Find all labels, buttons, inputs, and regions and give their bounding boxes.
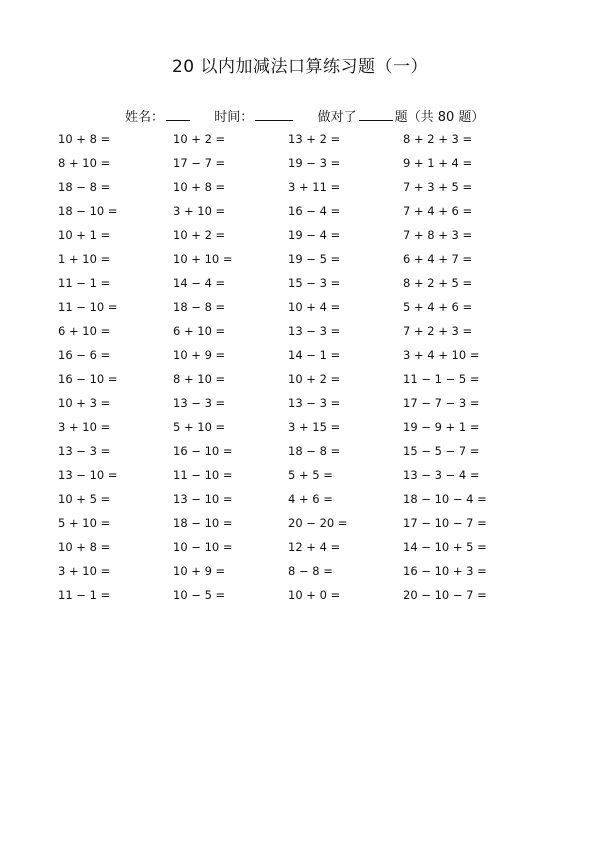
problem-row — [58, 299, 558, 323]
correct-label: 做对了 — [317, 110, 357, 125]
problem-row — [58, 419, 558, 443]
problem: 7 + 2 + 3 = — [403, 324, 473, 338]
problem: 10 + 1 = — [58, 228, 111, 242]
problem: 10 − 10 = — [173, 540, 233, 554]
problem: 16 − 4 = — [288, 204, 341, 218]
problem: 19 − 3 = — [288, 156, 341, 170]
problem: 4 + 6 = — [288, 492, 333, 506]
time-label: 时间： — [214, 110, 254, 125]
problem-row — [58, 323, 558, 347]
problem: 10 + 9 = — [173, 348, 226, 362]
problem: 18 − 8 = — [58, 180, 111, 194]
problem: 5 + 10 = — [173, 420, 226, 434]
problem: 5 + 10 = — [58, 516, 111, 530]
worksheet-title: 20 以内加减法口算练习题（一） — [171, 57, 429, 77]
problem-row — [58, 251, 558, 275]
problem: 3 + 15 = — [288, 420, 341, 434]
problem: 11 − 10 = — [58, 300, 118, 314]
problem: 18 − 10 = — [58, 204, 118, 218]
problem: 10 + 3 = — [58, 396, 111, 410]
problem: 7 + 4 + 6 = — [403, 204, 473, 218]
problem-row — [58, 275, 558, 299]
problem: 13 − 3 = — [288, 324, 341, 338]
problem: 3 + 4 + 10 = — [403, 348, 480, 362]
problem: 11 − 1 − 5 = — [403, 372, 480, 386]
problem: 9 + 1 + 4 = — [403, 156, 473, 170]
problem: 3 + 10 = — [58, 564, 111, 578]
problem: 10 + 8 = — [58, 132, 111, 146]
problem-row — [58, 515, 558, 539]
problem-row — [58, 371, 558, 395]
problem-row — [58, 131, 558, 155]
problem: 15 − 5 − 7 = — [403, 444, 480, 458]
problem: 10 + 9 = — [173, 564, 226, 578]
problem: 11 − 10 = — [173, 468, 233, 482]
problem: 8 + 10 = — [173, 372, 226, 386]
problem: 10 + 0 = — [288, 588, 341, 602]
problem: 16 − 6 = — [58, 348, 111, 362]
problem: 1 + 10 = — [58, 252, 111, 266]
problem: 10 + 5 = — [58, 492, 111, 506]
problem: 7 + 3 + 5 = — [403, 180, 473, 194]
problem: 15 − 3 = — [288, 276, 341, 290]
problem: 8 + 2 + 5 = — [403, 276, 473, 290]
problem-row — [58, 563, 558, 587]
problem: 3 + 10 = — [58, 420, 111, 434]
problem: 13 − 10 = — [173, 492, 233, 506]
problem-row — [58, 347, 558, 371]
problem-row — [58, 227, 558, 251]
time-blank — [255, 108, 293, 121]
problem: 7 + 8 + 3 = — [403, 228, 473, 242]
problem: 12 + 4 = — [288, 540, 341, 554]
problem: 13 − 3 = — [173, 396, 226, 410]
problem: 6 + 4 + 7 = — [403, 252, 473, 266]
problem-grid — [58, 131, 558, 611]
problem: 16 − 10 = — [173, 444, 233, 458]
problem: 5 + 5 = — [288, 468, 333, 482]
problem: 10 + 2 = — [173, 132, 226, 146]
problem-row — [58, 203, 558, 227]
problem: 16 − 10 = — [58, 372, 118, 386]
problem: 8 + 10 = — [58, 156, 111, 170]
problem: 3 + 11 = — [288, 180, 341, 194]
problem: 13 − 3 = — [288, 396, 341, 410]
problem: 10 + 2 = — [173, 228, 226, 242]
problem: 10 + 10 = — [173, 252, 233, 266]
problem: 18 − 8 = — [173, 300, 226, 314]
problem: 10 + 8 = — [58, 540, 111, 554]
problem: 8 − 8 = — [288, 564, 333, 578]
problem: 3 + 10 = — [173, 204, 226, 218]
problem: 11 − 1 = — [58, 588, 111, 602]
problem: 13 − 3 = — [58, 444, 111, 458]
problem: 10 − 5 = — [173, 588, 226, 602]
problem: 10 + 8 = — [173, 180, 226, 194]
problem: 10 + 4 = — [288, 300, 341, 314]
problem-row — [58, 443, 558, 467]
problem: 17 − 7 − 3 = — [403, 396, 480, 410]
problem: 19 − 9 + 1 = — [403, 420, 480, 434]
student-info-line — [125, 106, 484, 125]
problem: 18 − 8 = — [288, 444, 341, 458]
name-blank — [166, 108, 190, 121]
name-label: 姓名： — [125, 110, 165, 125]
problem: 14 − 4 = — [173, 276, 226, 290]
problem: 19 − 5 = — [288, 252, 341, 266]
problem-row — [58, 395, 558, 419]
problem: 10 + 2 = — [288, 372, 341, 386]
problem: 6 + 10 = — [173, 324, 226, 338]
problem: 16 − 10 + 3 = — [403, 564, 487, 578]
problem-row — [58, 587, 558, 611]
problem-row — [58, 539, 558, 563]
problem: 14 − 10 + 5 = — [403, 540, 487, 554]
problem: 18 − 10 − 4 = — [403, 492, 487, 506]
total-label: 题（共 80 题） — [394, 110, 485, 125]
problem: 20 − 20 = — [288, 516, 348, 530]
problem-row — [58, 179, 558, 203]
problem: 18 − 10 = — [173, 516, 233, 530]
problem: 17 − 7 = — [173, 156, 226, 170]
correct-blank — [359, 108, 393, 121]
problem: 14 − 1 = — [288, 348, 341, 362]
problem: 13 + 2 = — [288, 132, 341, 146]
problem: 11 − 1 = — [58, 276, 111, 290]
problem: 13 − 10 = — [58, 468, 118, 482]
problem: 13 − 3 − 4 = — [403, 468, 480, 482]
problem-row — [58, 491, 558, 515]
problem-row — [58, 467, 558, 491]
problem: 6 + 10 = — [58, 324, 111, 338]
problem: 5 + 4 + 6 = — [403, 300, 473, 314]
problem: 17 − 10 − 7 = — [403, 516, 487, 530]
problem-row — [58, 155, 558, 179]
problem: 20 − 10 − 7 = — [403, 588, 487, 602]
problem: 8 + 2 + 3 = — [403, 132, 473, 146]
problem: 19 − 4 = — [288, 228, 341, 242]
